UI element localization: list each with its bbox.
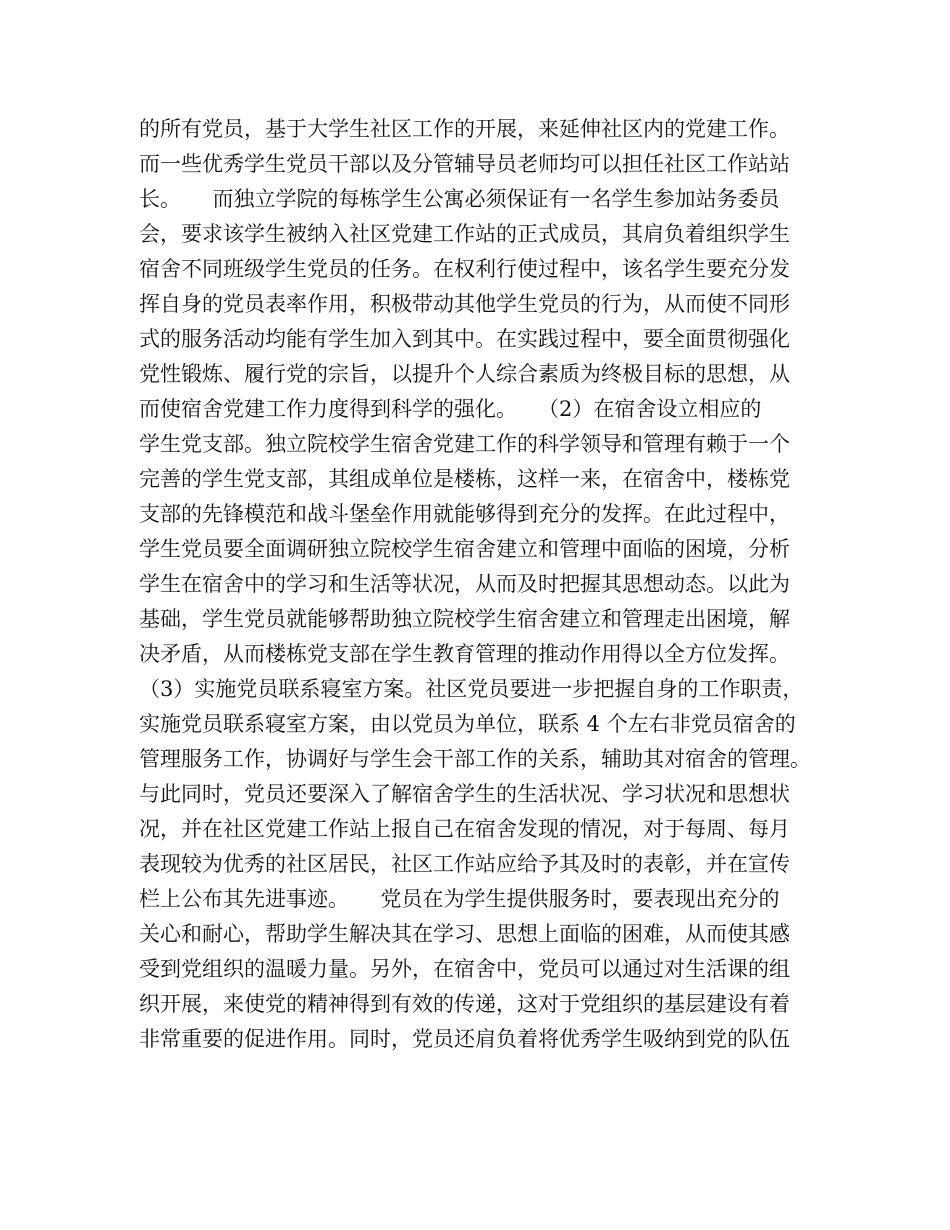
text-line: 织开展，来使党的精神得到有效的传递，这对于党组织的基层建设有着 xyxy=(139,992,790,1016)
text-line: 挥自身的党员表率作用，积极带动其他学生党员的行为，从而使不同形 xyxy=(139,292,790,316)
text-line: 基础，学生党员就能够帮助独立院校学生宿舍建立和管理走出困境，解 xyxy=(139,607,790,631)
text-line: 而一些优秀学生党员干部以及分管辅导员老师均可以担任社区工作站站 xyxy=(139,152,790,176)
text-line: 与此同时，党员还要深入了解宿舍学生的生活状况、学习状况和思想状 xyxy=(139,782,790,806)
text-line: 宿舍不同班级学生党员的任务。在权利行使过程中，该名学生要充分发 xyxy=(139,257,790,281)
text-line: 学生党支部。独立院校学生宿舍党建工作的科学领导和管理有赖于一个 xyxy=(139,432,790,456)
text-line: 非常重要的促进作用。同时，党员还肩负着将优秀学生吸纳到党的队伍 xyxy=(139,1027,790,1051)
text-line: 式的服务活动均能有学生加入到其中。在实践过程中，要全面贯彻强化 xyxy=(139,327,790,351)
text-line: 受到党组织的温暖力量。另外，在宿舍中，党员可以通过对生活课的组 xyxy=(139,957,790,981)
text-line: 会，要求该学生被纳入社区党建工作站的正式成员，其肩负着组织学生 xyxy=(139,222,790,246)
body-text xyxy=(139,112,829,1057)
text-line: 学生在宿舍中的学习和生活等状况，从而及时把握其思想动态。以此为 xyxy=(139,572,790,596)
text-line: 学生党员要全面调研独立院校学生宿舍建立和管理中面临的困境，分析 xyxy=(139,537,790,561)
text-line: 完善的学生党支部，其组成单位是楼栋，这样一来，在宿舍中，楼栋党 xyxy=(139,467,790,491)
text-line: 表现较为优秀的社区居民，社区工作站应给予其及时的表彰，并在宣传 xyxy=(139,852,790,876)
text-line: 况，并在社区党建工作站上报自己在宿舍发现的情况，对于每周、每月 xyxy=(139,817,790,841)
text-line: 长。 而独立学院的每栋学生公寓必须保证有一名学生参加站务委员 xyxy=(139,187,780,211)
text-line: 支部的先锋模范和战斗堡垒作用就能够得到充分的发挥。在此过程中， xyxy=(139,502,790,526)
text-line: 栏上公布其先进事迹。 党员在为学生提供服务时，要表现出充分的 xyxy=(139,887,780,911)
text-line: 的所有党员，基于大学生社区工作的开展，来延伸社区内的党建工作。 xyxy=(139,117,790,141)
text-line: 决矛盾，从而楼栋党支部在学生教育管理的推动作用得以全方位发挥。 xyxy=(139,642,790,666)
text-line: 而使宿舍党建工作力度得到科学的强化。 （2）在宿舍设立相应的 xyxy=(139,397,762,421)
text-line: 实施党员联系寝室方案，由以党员为单位，联系 4 个左右非党员宿舍的 xyxy=(139,712,796,736)
text-line: （3）实施党员联系寝室方案。社区党员要进一步把握自身的工作职责， xyxy=(139,677,804,701)
text-line: 党性锻炼、履行党的宗旨，以提升个人综合素质为终极目标的思想，从 xyxy=(139,362,790,386)
text-line: 管理服务工作，协调好与学生会干部工作的关系，辅助其对宿舍的管理。 xyxy=(139,747,811,771)
text-line: 关心和耐心，帮助学生解决其在学习、思想上面临的困难，从而使其感 xyxy=(139,922,790,946)
